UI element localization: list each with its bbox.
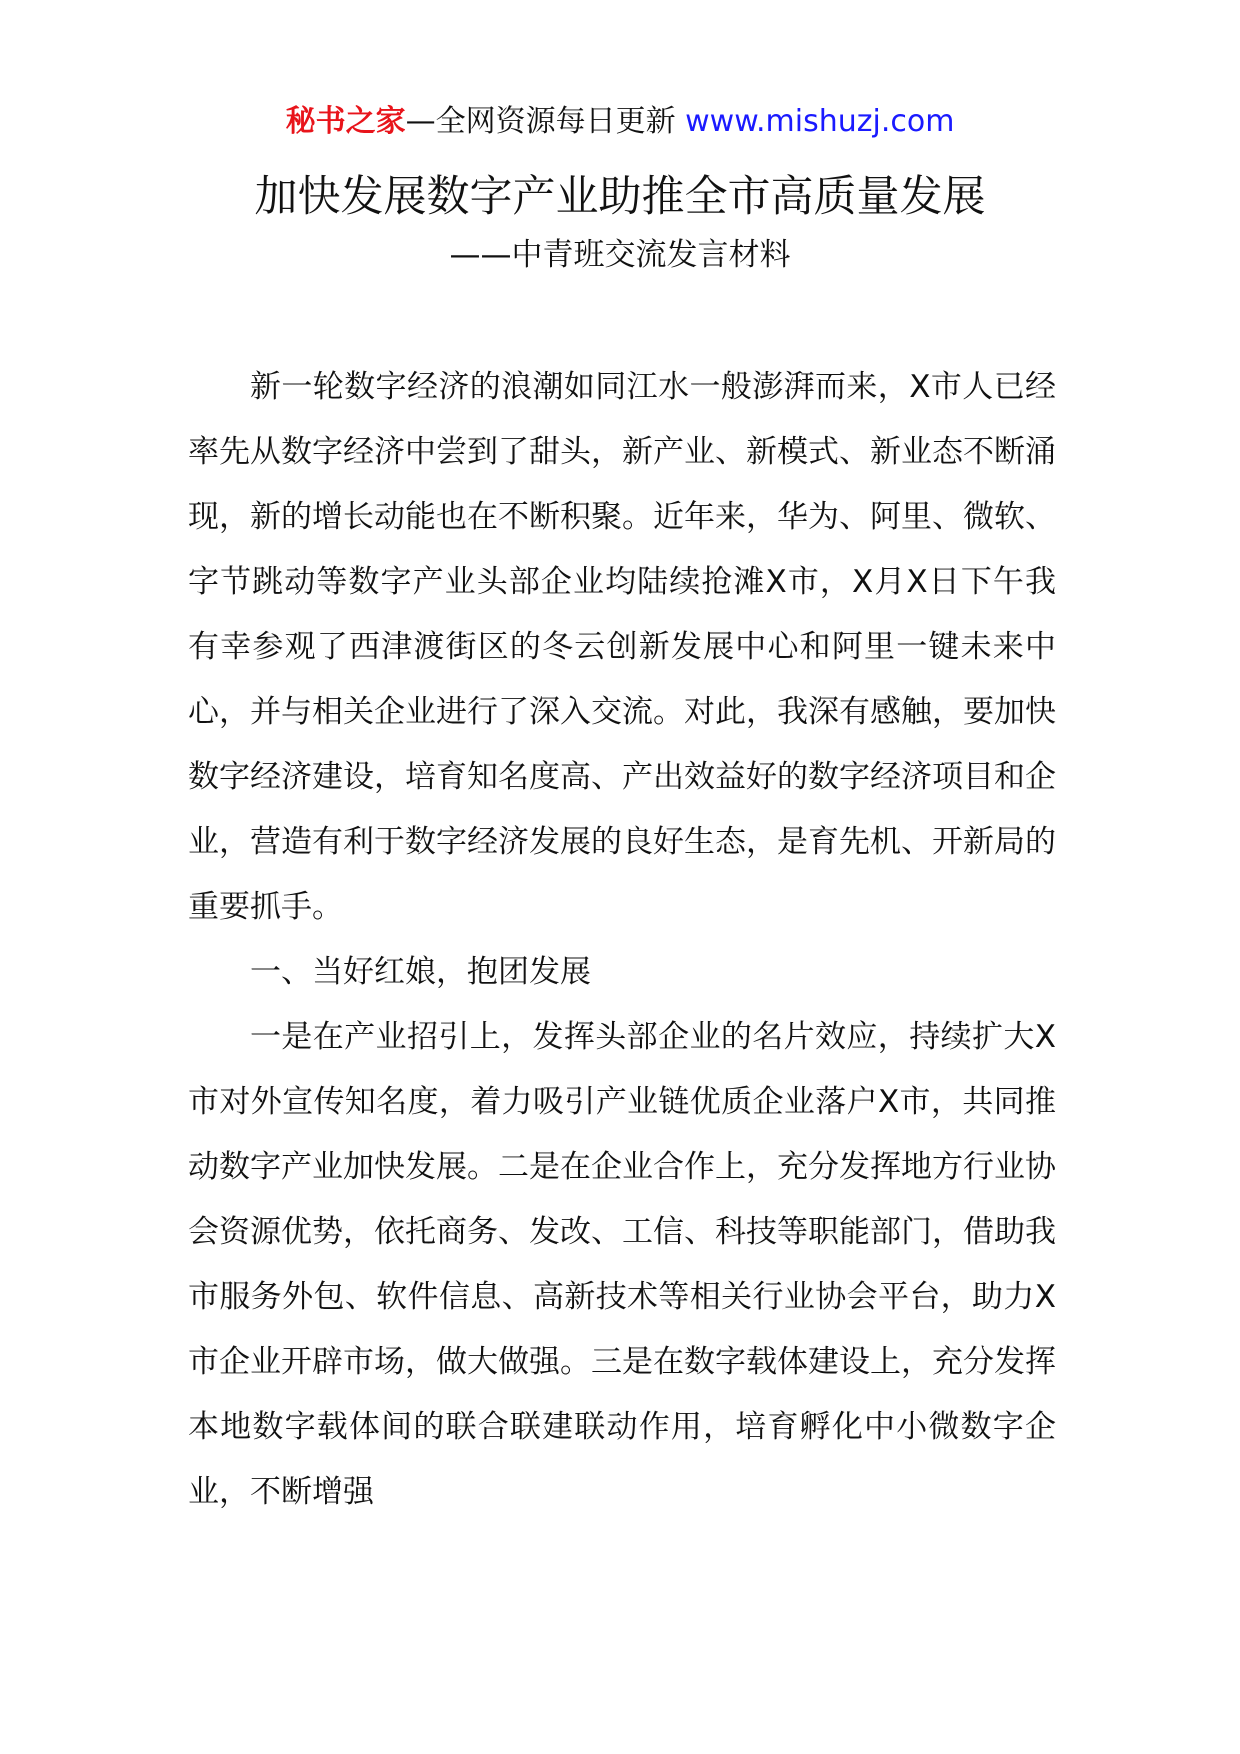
section-heading: 一、当好红娘，抱团发展 <box>250 954 591 990</box>
site-banner <box>0 100 1240 144</box>
intro-paragraph: 新一轮数字经济的浪潮如同江水一般澎湃而来，X市人已经率先从数字经济中尝到了甜头，新产业、新模式、新业态不断涌现，新的增长动能也在不断积聚。近年来，华为、阿里、微软、字节跳动等数字产业头部企业均陆续抢滩X市，X月X日下午我有幸参观了西津渡街区的冬云创新发展中心和阿里一键未来中心，并与相关企业进行了深入交流。对此，我深有感触，要加快数字经济建设，培育知名度高、产出效益好的数字经济项目和企业，营造有利于数字经济发展的良好生态，是育先机、开新局的重要抓手。 <box>188 369 1056 925</box>
banner-url-link[interactable]: www.mishuzj.com <box>685 104 955 139</box>
banner-slogan: —全网资源每日更新 <box>405 104 676 139</box>
section-paragraph: 一是在产业招引上，发挥头部企业的名片效应，持续扩大X市对外宣传知名度，着力吸引产业链优质企业落户X市，共同推动数字产业加快发展。二是在企业合作上，充分发挥地方行业协会资源优势，依托商务、发改、工信、科技等职能部门，借助我市服务外包、软件信息、高新技术等相关行业协会平台，助力X市企业开辟市场，做大做强。三是在数字载体建设上，充分发挥本地数字载体间的联合联建联动作用，培育孵化中小微数字企业，不断增强 <box>188 1019 1056 1510</box>
document-body <box>188 355 1056 1525</box>
document-title: 加快发展数字产业助推全市高质量发展 <box>254 172 986 222</box>
document-subtitle: ——中青班交流发言材料 <box>449 237 791 273</box>
banner-brand: 秘书之家 <box>285 104 406 139</box>
